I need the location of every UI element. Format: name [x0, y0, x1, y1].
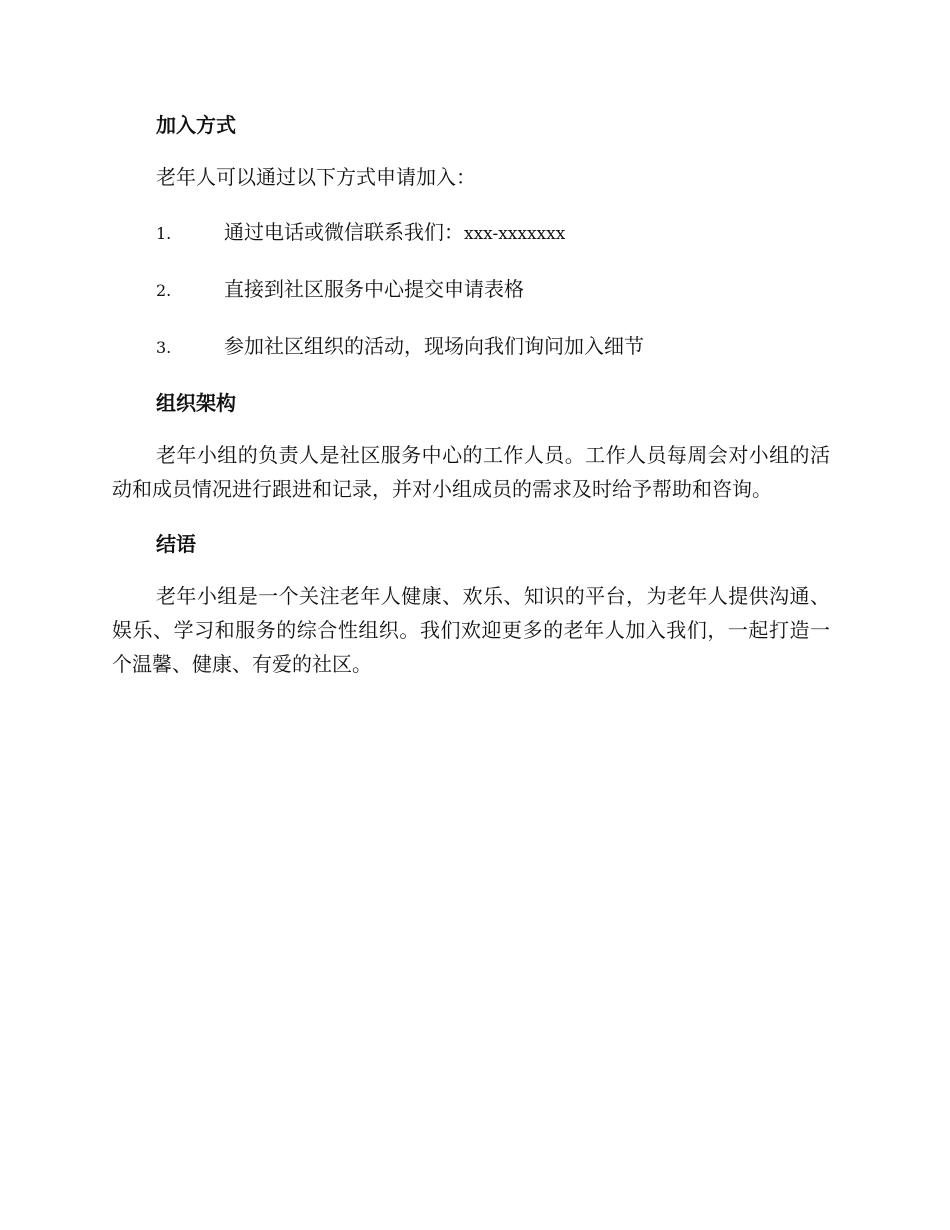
join-intro: 老年人可以通过以下方式申请加入：: [156, 165, 476, 189]
list-number: 1.: [156, 224, 172, 243]
list-number: 2.: [156, 281, 172, 300]
list-text: 直接到社区服务中心提交申请表格: [224, 277, 524, 301]
conclusion-body: 老年小组是一个关注老年人健康、欢乐、知识的平台，为老年人提供沟通、娱乐、学习和服务的综合性组织。我们欢迎更多的老年人加入我们，一起打造一个温馨、健康、有爱的社区。: [112, 584, 830, 676]
list-item: [112, 329, 830, 365]
structure-body: 老年小组的负责人是社区服务中心的工作人员。工作人员每周会对小组的活动和成员情况进行跟进和记录，并对小组成员的需求及时给予帮助和咨询。: [112, 443, 830, 501]
section-heading-structure: 组织架构: [156, 391, 236, 415]
list-text: [224, 215, 830, 251]
list-text: 参加社区组织的活动，现场向我们询问加入细节: [224, 334, 644, 358]
phone-number: xxx-xxxxxxx: [464, 224, 566, 244]
join-methods-list: [112, 215, 830, 365]
section-heading-join: 加入方式: [156, 113, 236, 137]
document-content: [112, 108, 830, 702]
section-heading-conclusion: 结语: [156, 532, 196, 556]
list-item: [112, 215, 830, 251]
list-item: [112, 272, 830, 308]
list-number: 3.: [156, 338, 172, 357]
contact-text: 通过电话或微信联系我们：: [224, 220, 464, 244]
